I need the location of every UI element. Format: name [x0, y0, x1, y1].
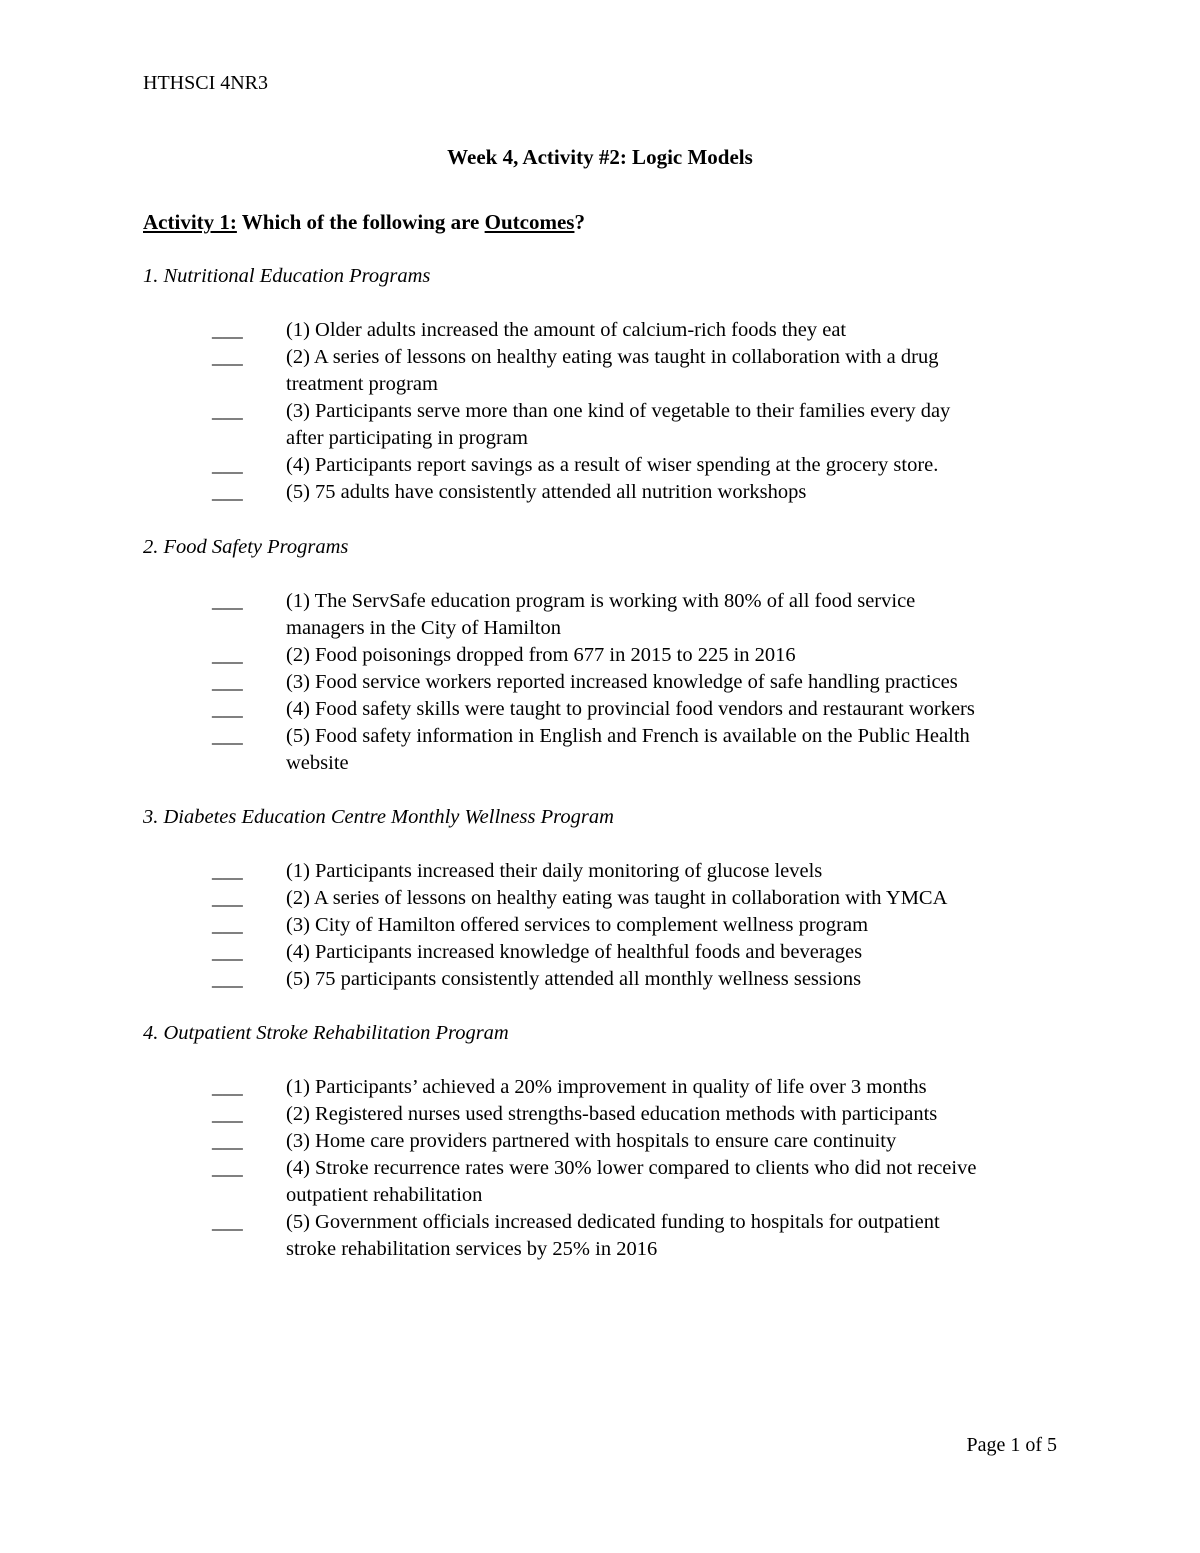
activity-question-suffix: ?: [574, 210, 585, 234]
item-text: Food poisonings dropped from 677 in 2015 to 225 in 2016: [315, 644, 796, 666]
item-number: (4): [286, 941, 310, 963]
item-number: (1): [286, 590, 310, 612]
section-title: 3. Diabetes Education Centre Monthly Wellness Program: [143, 806, 614, 828]
list-item: [143, 723, 1103, 777]
answer-blank[interactable]: ___: [212, 1211, 243, 1233]
answer-blank[interactable]: ___: [212, 671, 243, 693]
list-item: [143, 317, 1103, 344]
answer-blank[interactable]: ___: [212, 644, 243, 666]
item-number: (4): [286, 698, 310, 720]
section-food-safety: [143, 534, 1103, 777]
item-list: [143, 588, 1103, 777]
item-text: Home care providers partnered with hospitals to ensure care continuity: [315, 1130, 897, 1152]
item-number: (2): [286, 887, 310, 909]
item-number: (2): [286, 346, 310, 368]
item-text: Participants’ achieved a 20% improvement in quality of life over 3 months: [315, 1076, 927, 1098]
answer-blank[interactable]: ___: [212, 454, 243, 476]
answer-blank[interactable]: ___: [212, 1076, 243, 1098]
item-text: Food safety skills were taught to provincial food vendors and restaurant workers: [315, 698, 975, 720]
answer-blank[interactable]: ___: [212, 725, 243, 747]
item-text-continuation: managers in the City of Hamilton: [286, 617, 561, 639]
list-item: [143, 344, 1103, 398]
answer-blank[interactable]: ___: [212, 400, 243, 422]
item-number: (4): [286, 1157, 310, 1179]
item-number: (3): [286, 914, 310, 936]
item-number: (3): [286, 400, 310, 422]
list-item: [143, 912, 1103, 939]
answer-blank[interactable]: ___: [212, 1157, 243, 1179]
item-text: 75 participants consistently attended all monthly wellness sessions: [315, 968, 862, 990]
activity-heading: [143, 208, 585, 236]
item-text: 75 adults have consistently attended all nutrition workshops: [315, 481, 807, 503]
answer-blank[interactable]: ___: [212, 698, 243, 720]
answer-blank[interactable]: ___: [212, 590, 243, 612]
item-text-continuation: after participating in program: [286, 427, 528, 449]
section-title: 2. Food Safety Programs: [143, 536, 349, 558]
running-header: HTHSCI 4NR3: [143, 72, 269, 94]
item-text: Food service workers reported increased knowledge of safe handling practices: [315, 671, 958, 693]
list-item: [143, 858, 1103, 885]
activity-question-prefix: Which of the following are: [236, 210, 485, 234]
answer-blank[interactable]: ___: [212, 346, 243, 368]
item-text: Participants serve more than one kind of vegetable to their families every day: [315, 400, 951, 422]
list-item: [143, 696, 1103, 723]
item-text-continuation: website: [286, 752, 349, 774]
item-text: Participants increased knowledge of healthful foods and beverages: [315, 941, 863, 963]
item-text: A series of lessons on healthy eating was taught in collaboration with a drug: [313, 346, 939, 368]
item-number: (1): [286, 1076, 310, 1098]
item-text: A series of lessons on healthy eating was taught in collaboration with YMCA: [313, 887, 948, 909]
section-nutritional-education: [143, 263, 1103, 506]
list-item: [143, 642, 1103, 669]
list-item: [143, 966, 1103, 993]
item-list: [143, 1074, 1103, 1263]
list-item: [143, 1074, 1103, 1101]
answer-blank[interactable]: ___: [212, 1103, 243, 1125]
answer-blank[interactable]: ___: [212, 319, 243, 341]
list-item: [143, 1209, 1103, 1263]
item-text: The ServSafe education program is working with 80% of all food service: [314, 590, 916, 612]
section-stroke-rehabilitation: [143, 1020, 1103, 1263]
item-number: (2): [286, 1103, 310, 1125]
answer-blank[interactable]: ___: [212, 968, 243, 990]
answer-blank[interactable]: ___: [212, 860, 243, 882]
item-number: (1): [286, 319, 310, 341]
list-item: [143, 885, 1103, 912]
list-item: [143, 1101, 1103, 1128]
item-text-continuation: outpatient rehabilitation: [286, 1184, 483, 1206]
list-item: [143, 452, 1103, 479]
item-list: [143, 858, 1103, 993]
item-text: Government officials increased dedicated funding to hospitals for outpatient: [315, 1211, 940, 1233]
item-number: (3): [286, 1130, 310, 1152]
item-text: Older adults increased the amount of calcium-rich foods they eat: [315, 319, 847, 341]
answer-blank[interactable]: ___: [212, 481, 243, 503]
activity-label: Activity 1:: [143, 210, 237, 234]
section-title: 1. Nutritional Education Programs: [143, 265, 431, 287]
item-text: Participants report savings as a result of wiser spending at the grocery store.: [315, 454, 939, 476]
activity-question-keyword: Outcomes: [484, 210, 575, 234]
list-item: [143, 1155, 1103, 1209]
answer-blank[interactable]: ___: [212, 1130, 243, 1152]
answer-blank[interactable]: ___: [212, 914, 243, 936]
section-diabetes-wellness: [143, 804, 1103, 993]
item-number: (4): [286, 454, 310, 476]
item-list: [143, 317, 1103, 506]
answer-blank[interactable]: ___: [212, 941, 243, 963]
item-number: (5): [286, 725, 310, 747]
list-item: [143, 588, 1103, 642]
page-number: Page 1 of 5: [966, 1434, 1057, 1456]
item-text-continuation: treatment program: [286, 373, 438, 395]
list-item: [143, 939, 1103, 966]
item-text: Registered nurses used strengths-based education methods with participants: [315, 1103, 938, 1125]
list-item: [143, 669, 1103, 696]
list-item: [143, 479, 1103, 506]
item-number: (5): [286, 1211, 310, 1233]
item-text-continuation: stroke rehabilitation services by 25% in 2016: [286, 1238, 658, 1260]
section-title: 4. Outpatient Stroke Rehabilitation Program: [143, 1022, 509, 1044]
page-title: Week 4, Activity #2: Logic Models: [447, 145, 753, 169]
answer-blank[interactable]: ___: [212, 887, 243, 909]
item-number: (5): [286, 481, 310, 503]
item-number: (2): [286, 644, 310, 666]
item-text: Food safety information in English and French is available on the Public Health: [315, 725, 970, 747]
list-item: [143, 1128, 1103, 1155]
item-number: (5): [286, 968, 310, 990]
item-text: City of Hamilton offered services to complement wellness program: [315, 914, 869, 936]
item-number: (3): [286, 671, 310, 693]
item-number: (1): [286, 860, 310, 882]
item-text: Stroke recurrence rates were 30% lower compared to clients who did not receive: [315, 1157, 977, 1179]
list-item: [143, 398, 1103, 452]
item-text: Participants increased their daily monitoring of glucose levels: [315, 860, 823, 882]
